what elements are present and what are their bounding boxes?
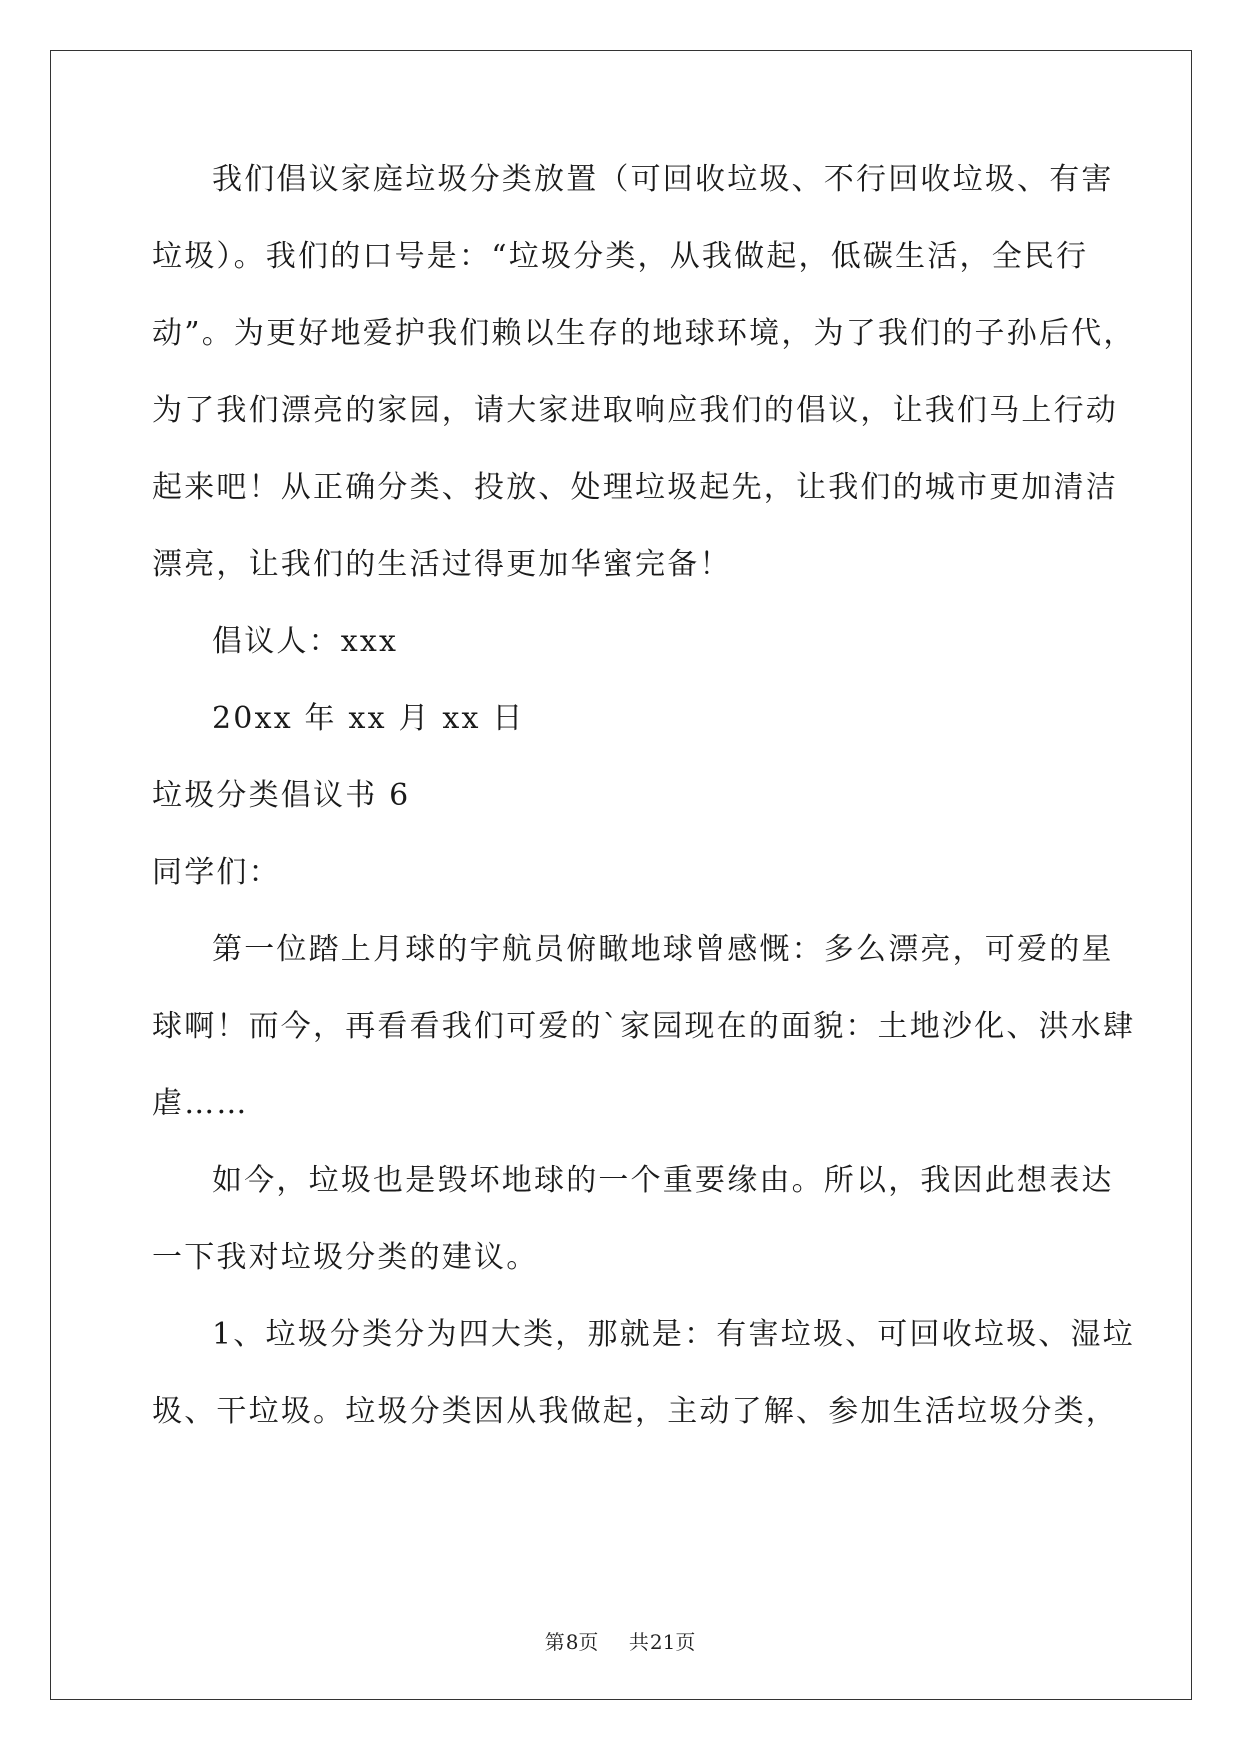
paragraph-line: 起来吧！从正确分类、投放、处理垃圾起先，让我们的城市更加清洁 (152, 470, 1118, 505)
paragraph-line: 球啊！而今，再看看我们可爱的`家园现在的面貌：土地沙化、洪水肆 (152, 1009, 1136, 1044)
paragraph-line: 一下我对垃圾分类的建议。 (152, 1240, 539, 1275)
page-footer (0, 1630, 1241, 1654)
page-label-suffix: 页 (578, 1630, 600, 1654)
paragraph-line: 1、垃圾分类分为四大类，那就是：有害垃圾、可回收垃圾、湿垃 (212, 1317, 1135, 1352)
paragraph-line: 第一位踏上月球的宇航员俯瞰地球曾感慨：多么漂亮，可爱的星 (212, 932, 1114, 967)
total-pages: 21 (649, 1630, 676, 1654)
total-label-prefix: 共 (628, 1630, 650, 1654)
paragraph-line: 圾、干垃圾。垃圾分类因从我做起，主动了解、参加生活垃圾分类， (152, 1394, 1118, 1429)
salutation: 同学们： (152, 855, 281, 890)
date-line: 20xx 年 xx 月 xx 日 (212, 701, 525, 736)
paragraph-line: 动”。为更好地爱护我们赖以生存的地球环境，为了我们的子孙后代， (152, 316, 1136, 351)
total-label-suffix: 页 (675, 1630, 697, 1654)
page-label-prefix: 第 (544, 1630, 566, 1654)
paragraph-line: 垃圾）。我们的口号是：“垃圾分类，从我做起，低碳生活，全民行 (152, 239, 1089, 274)
paragraph-line: 为了我们漂亮的家园，请大家进取响应我们的倡议，让我们马上行动 (152, 393, 1118, 428)
paragraph-line: 虐…… (152, 1086, 249, 1121)
paragraph-line: 如今，垃圾也是毁坏地球的一个重要缘由。所以，我因此想表达 (212, 1163, 1114, 1198)
section-title: 垃圾分类倡议书 6 (152, 778, 411, 813)
paragraph-line: 漂亮，让我们的生活过得更加华蜜完备！ (152, 547, 732, 582)
paragraph-line: 我们倡议家庭垃圾分类放置（可回收垃圾、不行回收垃圾、有害 (212, 162, 1114, 197)
page-number: 8 (565, 1630, 579, 1654)
proposer-line: 倡议人：xxx (212, 624, 399, 659)
